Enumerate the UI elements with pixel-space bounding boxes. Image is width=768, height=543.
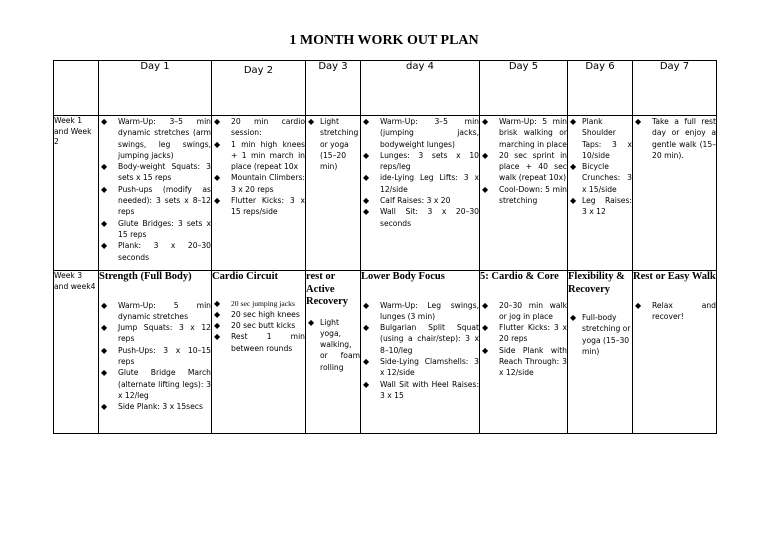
diamond-bullet-icon: ◆: [101, 345, 108, 355]
day-heading: 5: Cardio & Core: [480, 271, 559, 282]
day-cell: [212, 271, 306, 434]
day-header-4: day 4: [361, 61, 480, 116]
list-item: ◆ Rest 1 min between rounds: [214, 332, 305, 353]
day-cell: [212, 116, 306, 271]
list-item: ◆ Plank Shoulder Taps: 3 x 10/side: [570, 117, 632, 160]
list-item: ◆ Glute Bridge March (alternate lifting legs): 3 x 12/leg: [101, 368, 211, 400]
header-row: [54, 61, 717, 116]
diamond-bullet-icon: ◆: [363, 300, 370, 310]
diamond-bullet-icon: ◆: [570, 313, 577, 322]
day-cell: [361, 271, 480, 434]
diamond-bullet-icon: ◆: [101, 218, 108, 228]
diamond-bullet-icon: ◆: [482, 345, 489, 355]
day-cell: [99, 116, 212, 271]
diamond-bullet-icon: ◆: [570, 117, 577, 126]
list-item: ◆ Calf Raises: 3 x 20: [363, 196, 451, 206]
list-item: ◆ Side-Lying Clamshells: 3 x 12/side: [363, 356, 479, 378]
list-item: ◆ Take a full rest day or enjoy a gentle walk (15–20 min).: [635, 117, 716, 160]
diamond-bullet-icon: ◆: [363, 117, 370, 126]
list-item: ◆ 20 sec sprint in place + 40 sec walk (repeat 10x): [482, 150, 567, 183]
diamond-bullet-icon: ◆: [101, 368, 108, 378]
day-header-1: Day 1: [99, 61, 212, 116]
list-item: ◆ 20 sec jumping jacks: [214, 298, 295, 308]
list-item: ◆ Wall Sit with Heel Raises: 3 x 15: [363, 379, 479, 400]
day-cell: [568, 271, 633, 434]
exercise-list: [568, 312, 632, 357]
diamond-bullet-icon: ◆: [363, 323, 370, 333]
exercise-list: [212, 116, 305, 218]
workout-plan-table: [53, 60, 717, 434]
list-item: ◆ Push-Ups: 3 x 10–15 reps: [101, 345, 211, 366]
day-heading: Strength (Full Body): [99, 271, 192, 282]
list-item: ◆ 20 sec butt kicks: [214, 321, 296, 331]
list-item: ◆ Push-ups (modify as needed): 3 sets x 8–12 reps: [101, 184, 211, 217]
list-item: ◆ 20 min cardio session:: [214, 117, 305, 138]
list-item: ◆ Warm-Up: 3–5 min dynamic stretches (arm swings, leg swings, jumping jacks): [101, 117, 211, 160]
diamond-bullet-icon: ◆: [308, 117, 315, 126]
list-item: ◆ Wall Sit: 3 x 20–30 seconds: [363, 207, 479, 228]
list-item: ◆ Leg Raises: 3 x 12: [570, 196, 632, 217]
list-item: ◆ Relax and recover!: [635, 300, 716, 321]
diamond-bullet-icon: ◆: [308, 317, 315, 327]
day-cell: [306, 271, 361, 434]
diamond-bullet-icon: ◆: [214, 196, 221, 206]
list-item: ◆ Light yoga, walking, or foam rolling: [308, 317, 360, 372]
diamond-bullet-icon: ◆: [214, 321, 221, 331]
day-heading: Cardio Circuit: [212, 271, 279, 282]
diamond-bullet-icon: ◆: [214, 173, 221, 183]
exercise-list: [568, 116, 632, 218]
diamond-bullet-icon: ◆: [363, 173, 370, 183]
day-cell: [480, 271, 568, 434]
day-header-6: Day 6: [568, 61, 633, 116]
exercise-list: [633, 300, 716, 323]
diamond-bullet-icon: ◆: [570, 162, 577, 172]
diamond-bullet-icon: ◆: [363, 379, 370, 389]
diamond-bullet-icon: ◆: [101, 184, 108, 194]
exercise-list: [212, 298, 305, 309]
week-row-2: [54, 271, 717, 434]
exercise-list: [633, 116, 716, 161]
diamond-bullet-icon: ◆: [101, 300, 108, 310]
list-item: ◆ Jump Squats: 3 x 12 reps: [101, 323, 211, 344]
list-item: ◆ Bulgarian Split Squat (using a chair/step): 3 x 8–10/leg: [363, 323, 479, 355]
day-cell: [361, 116, 480, 271]
diamond-bullet-icon: ◆: [482, 300, 489, 310]
exercise-list: [306, 116, 360, 172]
exercise-list: [99, 300, 211, 413]
diamond-bullet-icon: ◆: [635, 117, 642, 126]
list-item: ◆ Glute Bridges: 3 sets x 15 reps: [101, 218, 211, 239]
list-item: ◆ Flutter Kicks: 3 x 20 reps: [482, 323, 567, 344]
list-item: ◆ Lunges: 3 sets x 10 reps/leg: [363, 150, 479, 172]
diamond-bullet-icon: ◆: [214, 117, 221, 126]
day-cell: [99, 271, 212, 434]
diamond-bullet-icon: ◆: [214, 332, 221, 342]
diamond-bullet-icon: ◆: [101, 323, 108, 333]
list-item: ◆ Warm-Up: Leg swings, lunges (3 min): [363, 300, 479, 321]
list-item: ◆ 20–30 min walk or jog in place: [482, 300, 567, 321]
diamond-bullet-icon: ◆: [214, 139, 221, 149]
list-item: ◆ Body-weight Squats: 3 sets x 15 reps: [101, 162, 211, 183]
exercise-list: [99, 116, 211, 263]
diamond-bullet-icon: ◆: [570, 196, 577, 206]
list-item: ◆ 1 min high knees + 1 min march in place (repeat 10x: [214, 139, 305, 172]
day-cell: [568, 116, 633, 271]
list-item: ◆ Light stretching or yoga (15–20 min): [308, 117, 359, 172]
day-cell: [633, 271, 717, 434]
diamond-bullet-icon: ◆: [214, 309, 221, 319]
list-item: ◆ Warm-Up: 5 min brisk walking or marching in place: [482, 117, 567, 149]
diamond-bullet-icon: ◆: [214, 298, 221, 308]
day-header-5: Day 5: [480, 61, 568, 116]
diamond-bullet-icon: ◆: [363, 207, 370, 217]
diamond-bullet-icon: ◆: [363, 356, 370, 366]
diamond-bullet-icon: ◆: [482, 323, 489, 333]
day-heading: Rest or Easy Walk: [633, 271, 716, 282]
week-row-1: [54, 116, 717, 271]
day-heading: rest or Active Recovery: [306, 271, 348, 307]
diamond-bullet-icon: ◆: [482, 184, 489, 194]
list-item: ◆ Cool-Down: 5 min stretching: [482, 184, 567, 206]
week-label: Week 3 and week4: [54, 271, 99, 434]
exercise-list: [361, 116, 479, 229]
day-header-3: Day 3: [306, 61, 361, 116]
diamond-bullet-icon: ◆: [482, 117, 489, 126]
day-header-2: Day 2: [212, 61, 306, 116]
day-cell: [480, 116, 568, 271]
diamond-bullet-icon: ◆: [363, 196, 370, 206]
day-cell: [306, 116, 361, 271]
diamond-bullet-icon: ◆: [101, 402, 108, 412]
list-item: ◆ 20 sec high knees: [214, 309, 300, 319]
corner-cell: [54, 61, 99, 116]
exercise-list: [480, 300, 567, 379]
exercise-list: [361, 300, 479, 402]
list-item: ◆ Bicycle Crunches: 3 x 15/side: [570, 162, 632, 194]
exercise-list: [212, 309, 305, 354]
list-item: ◆ Full-body stretching or yoga (15–30 min): [570, 313, 631, 356]
list-item: ◆ Warm-Up: 5 min dynamic stretches: [101, 300, 211, 321]
day-cell: [633, 116, 717, 271]
diamond-bullet-icon: ◆: [101, 241, 108, 251]
diamond-bullet-icon: ◆: [482, 150, 489, 160]
day-heading: Lower Body Focus: [361, 271, 445, 282]
diamond-bullet-icon: ◆: [101, 117, 108, 126]
diamond-bullet-icon: ◆: [363, 150, 370, 160]
exercise-list: [480, 116, 567, 206]
list-item: ◆ Mountain Climbers: 3 x 20 reps: [214, 173, 305, 194]
diamond-bullet-icon: ◆: [635, 300, 642, 310]
diamond-bullet-icon: ◆: [101, 162, 108, 172]
list-item: ◆ Flutter Kicks: 3 x 15 reps/side: [214, 196, 305, 217]
list-item: ◆ Side Plank: 3 x 15secs: [101, 402, 203, 412]
list-item: ◆ Plank: 3 x 20–30 seconds: [101, 241, 211, 262]
exercise-list: [306, 317, 360, 373]
list-item: ◆ Side Plank with Reach Through: 3 x 12/side: [482, 345, 567, 378]
day-heading: Flexibility & Recovery: [568, 271, 625, 295]
week-label: Week 1 and Week 2: [54, 116, 99, 271]
list-item: ◆ Warm-Up: 3–5 min (jumping jacks, bodyweight lunges): [363, 117, 479, 149]
page-title: 1 MONTH WORK OUT PLAN: [289, 33, 479, 48]
list-item: ◆ ide-Lying Leg Lifts: 3 x 12/side: [363, 173, 479, 194]
day-header-7: Day 7: [633, 61, 717, 116]
